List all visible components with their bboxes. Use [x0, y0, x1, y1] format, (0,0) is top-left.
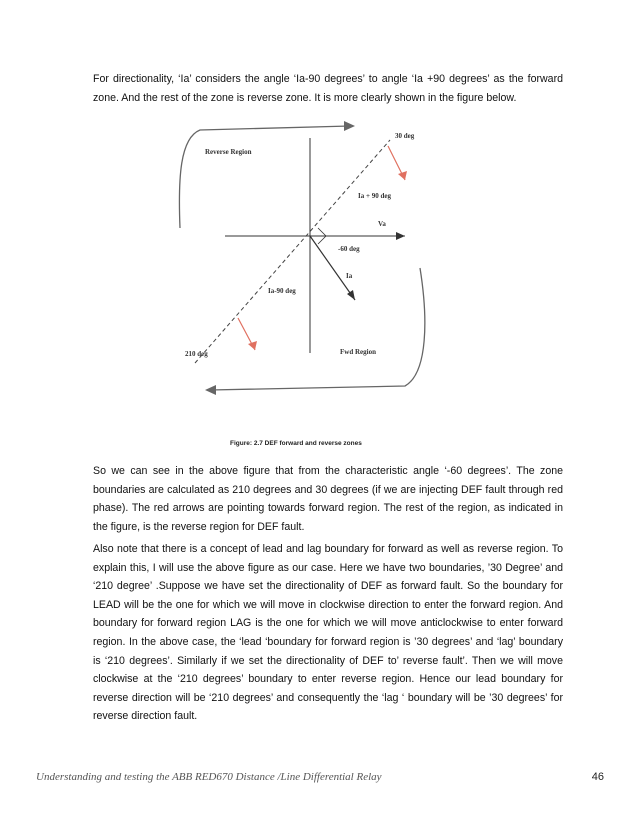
bottom-rotation-arrowhead [205, 385, 216, 395]
third-paragraph: Also note that there is a concept of lead and lag boundary for forward as well as reverse region. To explain this, I will use the above figure as our case. Here we have two boundaries, ’30 Degree’ and ‘210 degree’ .Suppose we have set the directionality of DEF as forward fault. So the boundary for LEAD will be the one for which we will move in clockwise direction to enter the forward region. And boundary for forward region LAG is the one for which we will move anticlockwise to enter forward region. In the above case, the ‘lead ‘boundary for forward region is ’30 degrees’ and ‘lag’ boundary is ‘210 degrees’. Similarly if we set the directionality of DEF to’ reverse fault’. Then we will move clockwise at the ‘210 degrees’ boundary to enter reverse region. Hence our lead boundary for reverse direction will be ‘210 degrees’ and consequently the ‘lag ‘ boundary will be ’30 degrees’ for reverse direction fault. [93, 543, 563, 723]
deg30-label: 30 deg [395, 132, 415, 140]
va-label: Va [378, 220, 386, 228]
deg210-label: 210 deg [185, 350, 208, 358]
top-rotation-arrow [179, 126, 350, 228]
va-arrowhead [396, 232, 405, 240]
ia-arrowhead [347, 290, 355, 300]
figure-caption: Figure: 2.7 DEF forward and reverse zones [230, 440, 362, 447]
footer-title: Understanding and testing the ABB RED670 Distance /Line Differential Relay [36, 771, 382, 783]
arrow-30-head [398, 171, 407, 180]
boundary-line [195, 140, 390, 363]
ia-minus-90-label: Ia-90 deg [268, 287, 296, 295]
second-paragraph: So we can see in the above figure that from the characteristic angle ‘-60 degrees’. The zone boundaries are calculated as 210 degrees and 30 degrees (if we are injecting DEF fault through red phase). The red arrows are pointing towards forward region. The rest of the region, as indicated in the figure, is the reverse region for DEF fault. [93, 465, 563, 533]
intro-paragraph: For directionality, ‘Ia’ considers the angle ‘Ia-90 degrees’ to angle ‘Ia +90 degrees’ as the forward zone. And the rest of the zone is reverse zone. It is more clearly shown in the figure below. [93, 73, 563, 104]
top-rotation-arrowhead [344, 121, 355, 131]
page-number: 46 [591, 771, 604, 783]
minus60-label: -60 deg [338, 245, 360, 253]
fwd-region-label: Fwd Region [340, 348, 376, 356]
arrow-210-head [248, 341, 257, 350]
def-zones-figure [150, 118, 450, 408]
ia-plus-90-label: Ia + 90 deg [358, 192, 391, 200]
ia-label: Ia [346, 272, 353, 280]
reverse-region-label: Reverse Region [205, 148, 252, 156]
bottom-rotation-arrow [210, 268, 425, 390]
def-zones-diagram [150, 118, 450, 408]
